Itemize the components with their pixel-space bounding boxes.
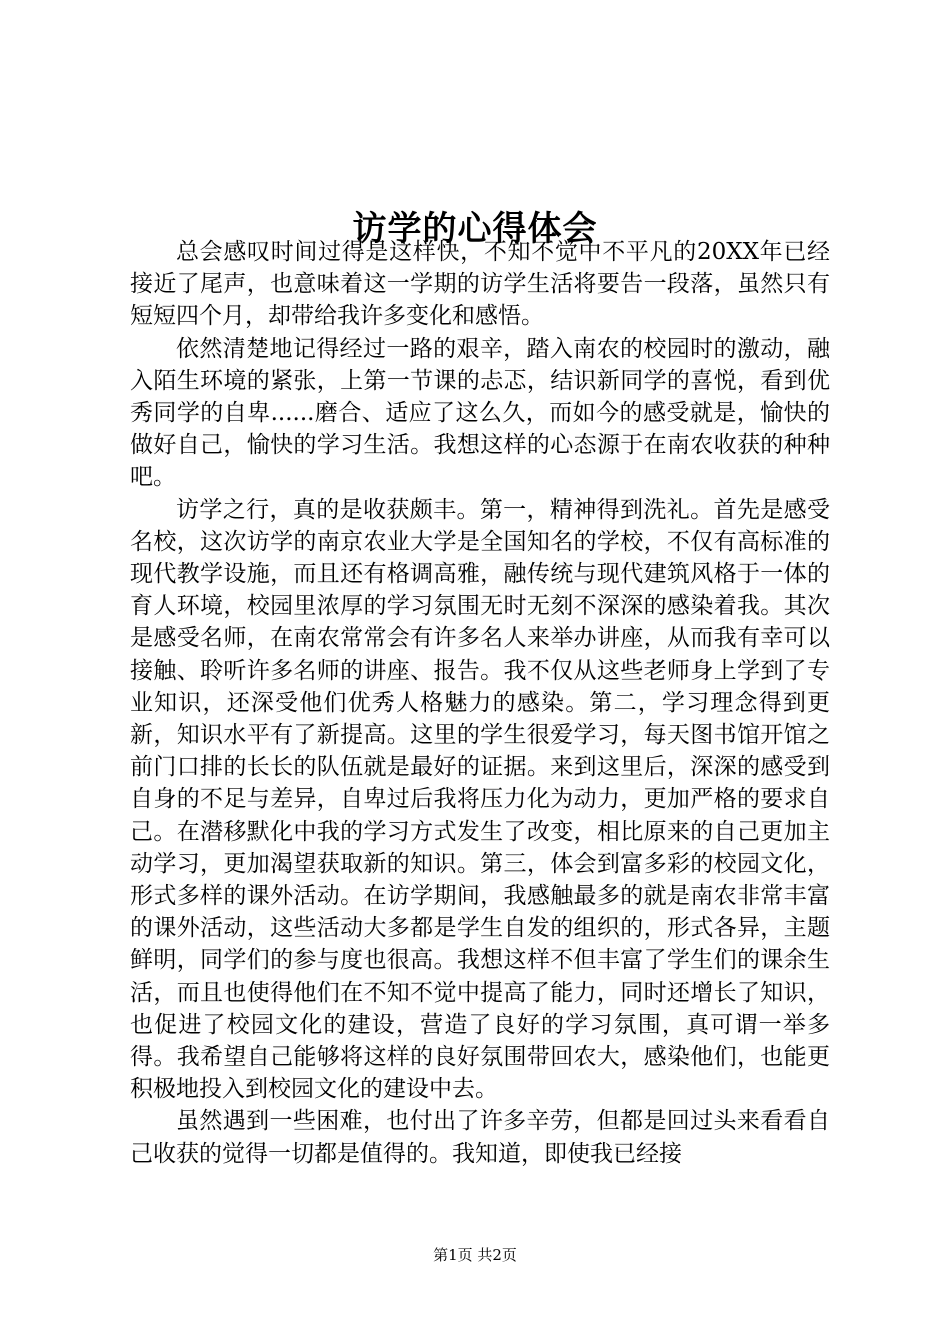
- page-footer: 第1页 共2页: [433, 1246, 517, 1264]
- document-body: [130, 236, 830, 1170]
- paragraph-intro: 总会感叹时间过得是这样快，不知不觉中不平凡的20XX年已经接近了尾声，也意味着这一学期的访学生活将要告一段落，虽然只有短短四个月，却带给我许多变化和感悟。: [130, 239, 830, 330]
- paragraph-memories: 依然清楚地记得经过一路的艰辛，踏入南农的校园时的激动，融入陌生环境的紧张，上第一节课的忐忑，结识新同学的喜悦，看到优秀同学的自卑......磨合、适应了这么久，而如今的感受就是，愉快的做好自己，愉快的学习生活。我想这样的心态源于在南农收获的种种吧。: [130, 335, 830, 491]
- paragraph-difficulties: 虽然遇到一些困难，也付出了许多辛劳，但都是回过头来看看自己收获的觉得一切都是值得的。我知道，即使我已经接: [130, 1108, 830, 1167]
- document-title: 访学的心得体会: [352, 208, 598, 249]
- paragraph-gains: 访学之行，真的是收获颇丰。第一，精神得到洗礼。首先是感受名校，这次访学的南京农业大学是全国知名的学校，不仅有高标准的现代教学设施，而且还有格调高雅，融传统与现代建筑风格于一体的育人环境，校园里浓厚的学习氛围无时无刻不深深的感染着我。其次是感受名师，在南农常常会有许多名人来举办讲座，从而我有幸可以接触、聆听许多名师的讲座、报告。我不仅从这些老师身上学到了专业知识，还深受他们优秀人格魅力的感染。第二，学习理念得到更新，知识水平有了新提高。这里的学生很爱学习，每天图书馆开馆之前门口排的长长的队伍就是最好的证据。来到这里后，深深的感受到自身的不足与差异，自卑过后我将压力化为动力，更加严格的要求自己。在潜移默化中我的学习方式发生了改变，相比原来的自己更加主动学习，更加渴望获取新的知识。第三，体会到富多彩的校园文化，形式多样的课外活动。在访学期间，我感触最多的就是南农非常丰富的课外活动，这些活动大多都是学生自发的组织的，形式各异，主题鲜明，同学们的参与度也很高。我想这样不但丰富了学生们的课余生活，而且也使得他们在不知不觉中提高了能力，同时还增长了知识，也促进了校园文化的建设，营造了良好的学习氛围，真可谓一举多得。我希望自己能够将这样的良好氛围带回农大，感染他们，也能更积极地投入到校园文化的建设中去。: [130, 496, 830, 1103]
